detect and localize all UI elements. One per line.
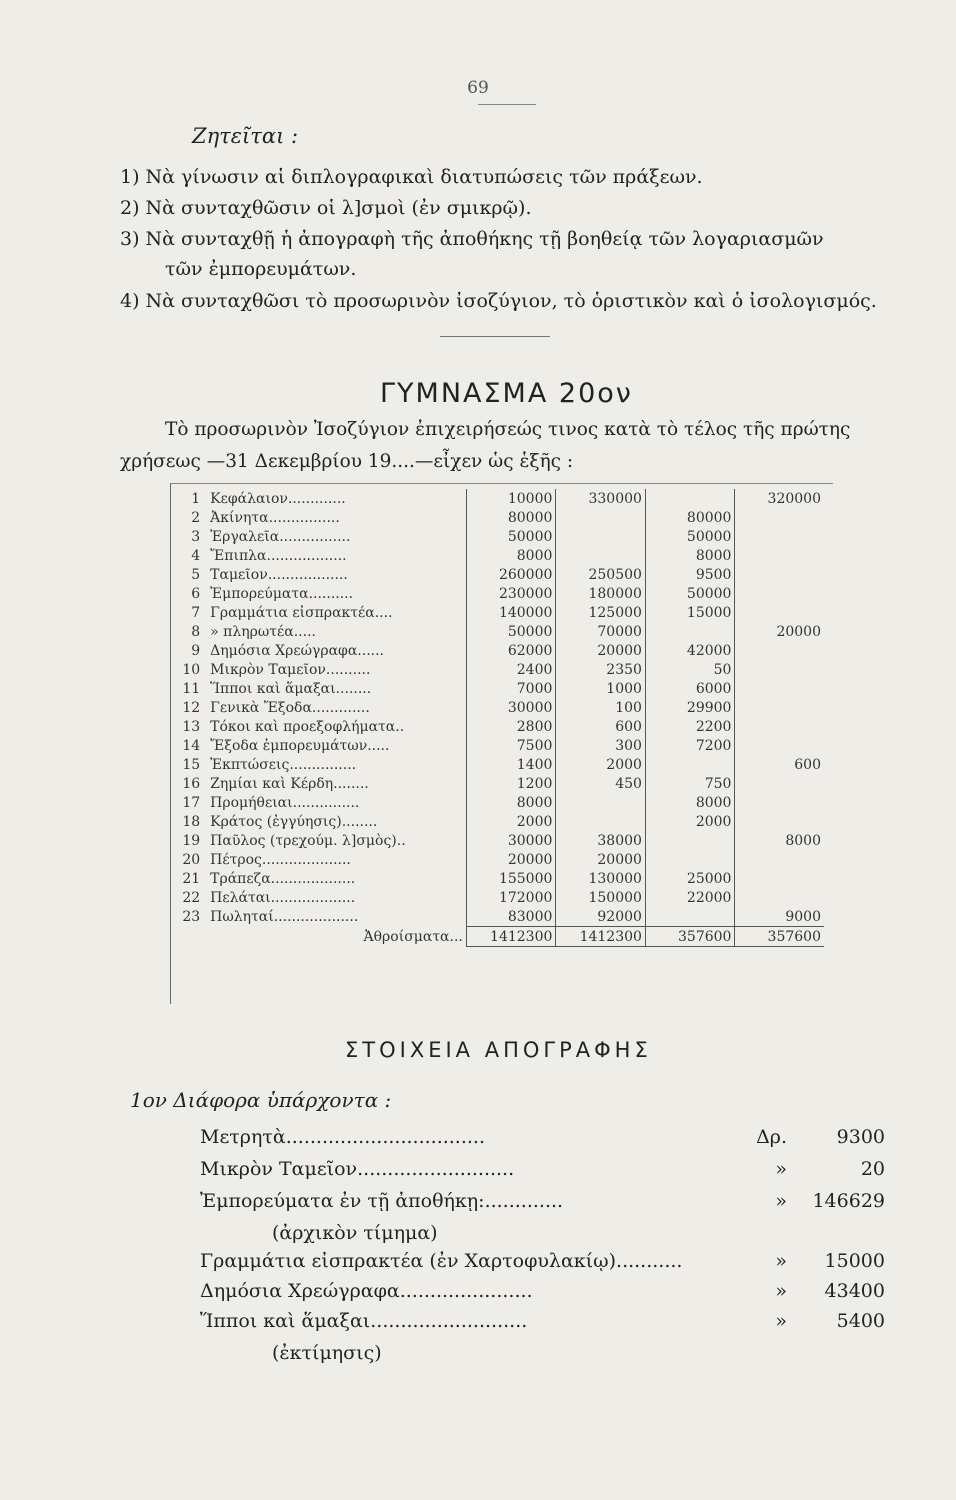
trial-balance-table [174, 489, 824, 947]
total-c2: 1412300 [556, 927, 646, 947]
exercise-intro-line2: χρήσεως —31 Δεκεμβρίου 19....—εἶχεν ὡς ἑξῆς : [120, 451, 574, 472]
amount-c3: 8000 [645, 793, 735, 812]
row-number: 7 [191, 604, 201, 621]
account-name: Ταμεῖον.................. [210, 566, 348, 583]
table-row [174, 850, 824, 869]
account-name: Ἐκπτώσεις............... [210, 756, 357, 773]
row-number: 20 [182, 851, 201, 868]
amount-c1: 8000 [466, 546, 556, 565]
amount-c3: 29900 [645, 698, 735, 717]
account-name: Ἐμπορεύματα.......... [210, 585, 354, 602]
amount-c2: 1000 [556, 679, 646, 698]
exercise-intro-line1: Τὸ προσωρινὸν Ἰσοζύγιον ἐπιχειρήσεώς τινος κατὰ τὸ τέλος τῆς πρώτης [165, 419, 851, 440]
inventory-item-label: (ἀρχικὸν τίμημα) [272, 1222, 438, 1244]
amount-c3: 42000 [645, 641, 735, 660]
amount-c2: 38000 [556, 831, 646, 850]
row-number: 5 [191, 566, 201, 583]
amount-c2: 2000 [556, 755, 646, 774]
table-row [174, 774, 824, 793]
amount-c3 [645, 489, 735, 508]
amount-c4 [735, 850, 824, 869]
inventory-item [200, 1250, 885, 1280]
amount-c4 [735, 793, 824, 812]
amount-c4: 8000 [735, 831, 824, 850]
inventory-title: ΣΤΟΙΧΕΙΑ ΑΠΟΓΡΑΦΗΣ [345, 1038, 652, 1062]
account-name: » πληρωτέα..... [210, 623, 316, 640]
amount-c1: 260000 [466, 565, 556, 584]
account-name: Κράτος (ἐγγύησις)........ [210, 813, 378, 830]
row-number: 10 [182, 661, 201, 678]
amount-c1: 230000 [466, 584, 556, 603]
inventory-item-amount: 5400 [836, 1310, 885, 1332]
table-row [174, 660, 824, 679]
amount-c1: 140000 [466, 603, 556, 622]
table-row [174, 831, 824, 850]
amount-c3: 9500 [645, 565, 735, 584]
inventory-item-amount: 9300 [836, 1126, 885, 1148]
total-c1: 1412300 [466, 927, 556, 947]
amount-c2 [556, 546, 646, 565]
amount-c1: 1200 [466, 774, 556, 793]
amount-c3: 15000 [645, 603, 735, 622]
amount-c4 [735, 774, 824, 793]
amount-c1: 30000 [466, 831, 556, 850]
amount-c3 [645, 622, 735, 641]
account-name: Ζημίαι καὶ Κέρδη........ [210, 775, 369, 792]
inventory-item-currency: » [775, 1190, 787, 1212]
amount-c3: 2200 [645, 717, 735, 736]
table-row [174, 755, 824, 774]
inventory-item [200, 1310, 885, 1340]
table-row [174, 698, 824, 717]
account-name: Τράπεζα................... [210, 870, 356, 887]
amount-c1: 7500 [466, 736, 556, 755]
required-heading: Ζητεῖται : [192, 124, 299, 148]
account-name: Τόκοι καὶ προεξοφλήματα.. [210, 718, 405, 735]
amount-c1: 80000 [466, 508, 556, 527]
page-number-rule [478, 104, 536, 105]
section-divider [440, 336, 550, 337]
amount-c3 [645, 831, 735, 850]
row-number: 23 [182, 908, 201, 925]
trial-balance-body [174, 489, 824, 947]
table-row [174, 793, 824, 812]
table-row [174, 622, 824, 641]
totals-row [174, 927, 824, 947]
row-number: 9 [191, 642, 201, 659]
inventory-item-label: Ἐμπορεύματα ἐν τῇ ἀποθήκῃ:............. [200, 1190, 564, 1212]
table-row [174, 736, 824, 755]
inventory-item-amount: 15000 [824, 1250, 885, 1272]
amount-c3: 750 [645, 774, 735, 793]
total-c4: 357600 [735, 927, 824, 947]
amount-c2: 125000 [556, 603, 646, 622]
table-row [174, 584, 824, 603]
table-row [174, 546, 824, 565]
row-number: 16 [182, 775, 201, 792]
amount-c4 [735, 660, 824, 679]
account-name: Πωληταί................... [210, 908, 359, 925]
inventory-item-label: Δημόσια Χρεώγραφα...................... [200, 1280, 533, 1302]
amount-c1: 50000 [466, 622, 556, 641]
account-name: Ἀκίνητα................ [210, 509, 340, 526]
table-row [174, 869, 824, 888]
amount-c2 [556, 527, 646, 546]
amount-c2: 70000 [556, 622, 646, 641]
amount-c4 [735, 679, 824, 698]
table-row [174, 508, 824, 527]
account-name: Δημόσια Χρεώγραφα...... [210, 642, 385, 659]
inventory-item [200, 1190, 885, 1220]
table-row [174, 812, 824, 831]
amount-c4 [735, 698, 824, 717]
table-row [174, 641, 824, 660]
row-number: 4 [191, 547, 201, 564]
row-number: 18 [182, 813, 201, 830]
amount-c4 [735, 584, 824, 603]
amount-c2: 130000 [556, 869, 646, 888]
inventory-item-label: Μετρητὰ................................. [200, 1126, 486, 1148]
amount-c3: 80000 [645, 508, 735, 527]
amount-c3: 25000 [645, 869, 735, 888]
required-item-3: 3) Νὰ συνταχθῇ ἡ ἀπογραφὴ τῆς ἀποθήκης τῇ βοηθείᾳ τῶν λογαριασμῶν [120, 228, 824, 250]
inventory-section-heading: 1ον Διάφορα ὑπάρχοντα : [130, 1088, 392, 1112]
amount-c2 [556, 793, 646, 812]
table-row [174, 603, 824, 622]
amount-c1: 155000 [466, 869, 556, 888]
table-row [174, 489, 824, 508]
amount-c4 [735, 736, 824, 755]
amount-c1: 62000 [466, 641, 556, 660]
amount-c3: 50 [645, 660, 735, 679]
row-number: 15 [182, 756, 201, 773]
account-name: Πελάται................... [210, 889, 356, 906]
totals-spacer [174, 927, 207, 947]
amount-c2: 250500 [556, 565, 646, 584]
amount-c4: 20000 [735, 622, 824, 641]
amount-c2 [556, 508, 646, 527]
account-name: Ἔπιπλα.................. [210, 547, 347, 564]
amount-c4 [735, 527, 824, 546]
inventory-item-amount: 43400 [824, 1280, 885, 1302]
required-item-3-cont: τῶν ἐμπορευμάτων. [165, 258, 357, 280]
inventory-item [200, 1158, 885, 1188]
table-row [174, 888, 824, 907]
amount-c1: 1400 [466, 755, 556, 774]
required-item-2: 2) Νὰ συνταχθῶσιν οἱ λ]σμοὶ (ἐν σμικρῷ). [120, 197, 532, 219]
amount-c4 [735, 869, 824, 888]
account-name: Ἵπποι καὶ ἅμαξαι........ [210, 680, 372, 697]
row-number: 14 [182, 737, 201, 754]
row-number: 13 [182, 718, 201, 735]
amount-c2: 100 [556, 698, 646, 717]
amount-c3 [645, 755, 735, 774]
table-row [174, 565, 824, 584]
inventory-item-label: Γραμμάτια εἰσπρακτέα (ἐν Χαρτοφυλακίῳ)........... [200, 1250, 683, 1272]
amount-c3 [645, 850, 735, 869]
amount-c1: 20000 [466, 850, 556, 869]
amount-c2: 600 [556, 717, 646, 736]
inventory-item-currency: Δρ. [756, 1126, 787, 1148]
inventory-item [200, 1280, 885, 1310]
amount-c2: 92000 [556, 907, 646, 927]
amount-c1: 50000 [466, 527, 556, 546]
amount-c2: 450 [556, 774, 646, 793]
inventory-item-label: Μικρὸν Ταμεῖον.......................... [200, 1158, 515, 1180]
amount-c4 [735, 565, 824, 584]
amount-c1: 2800 [466, 717, 556, 736]
amount-c1: 7000 [466, 679, 556, 698]
amount-c4 [735, 717, 824, 736]
row-number: 12 [182, 699, 201, 716]
row-number: 8 [191, 623, 201, 640]
amount-c4 [735, 812, 824, 831]
amount-c1: 172000 [466, 888, 556, 907]
amount-c2: 20000 [556, 850, 646, 869]
exercise-title: ΓΥΜΝΑΣΜΑ 20ον [380, 378, 633, 409]
required-item-4: 4) Νὰ συνταχθῶσι τὸ προσωρινὸν ἰσοζύγιον, τὸ ὁριστικὸν καὶ ὁ ἰσολογισμός. [120, 290, 877, 312]
inventory-item-currency: » [775, 1310, 787, 1332]
table-row [174, 907, 824, 927]
amount-c4: 9000 [735, 907, 824, 927]
account-name: Γραμμάτια εἰσπρακτέα.... [210, 604, 393, 621]
amount-c2: 2350 [556, 660, 646, 679]
row-number: 11 [182, 680, 201, 697]
amount-c2: 330000 [556, 489, 646, 508]
amount-c3: 22000 [645, 888, 735, 907]
amount-c4 [735, 603, 824, 622]
inventory-item-currency: » [775, 1280, 787, 1302]
required-item-1: 1) Νὰ γίνωσιν αἱ διπλογραφικαὶ διατυπώσεις τῶν πράξεων. [120, 166, 703, 188]
inventory-item-currency: » [775, 1250, 787, 1272]
inventory-item-amount: 20 [860, 1158, 885, 1180]
amount-c1: 8000 [466, 793, 556, 812]
amount-c3: 6000 [645, 679, 735, 698]
amount-c2: 180000 [556, 584, 646, 603]
amount-c1: 2400 [466, 660, 556, 679]
inventory-item-label: (ἐκτίμησις) [272, 1342, 382, 1364]
account-name: Προμήθειαι............... [210, 794, 360, 811]
account-name: Ἐργαλεῖα................ [210, 528, 351, 545]
amount-c4 [735, 888, 824, 907]
account-name: Ἔξοδα ἐμπορευμάτων..... [210, 737, 390, 754]
table-row [174, 717, 824, 736]
amount-c3: 7200 [645, 736, 735, 755]
inventory-item [272, 1342, 956, 1372]
total-c3: 357600 [645, 927, 735, 947]
row-number: 3 [191, 528, 201, 545]
inventory-item-amount: 146629 [812, 1190, 885, 1212]
amount-c2: 300 [556, 736, 646, 755]
amount-c3 [645, 907, 735, 927]
amount-c3: 50000 [645, 527, 735, 546]
amount-c4 [735, 641, 824, 660]
row-number: 1 [191, 490, 201, 507]
table-row [174, 679, 824, 698]
inventory-item [272, 1222, 956, 1252]
amount-c4 [735, 546, 824, 565]
amount-c3: 8000 [645, 546, 735, 565]
inventory-item-currency: » [775, 1158, 787, 1180]
account-name: Κεφάλαιον............. [210, 490, 346, 507]
amount-c1: 10000 [466, 489, 556, 508]
amount-c4: 320000 [735, 489, 824, 508]
totals-label: Ἀθροίσματα... [363, 928, 463, 945]
row-number: 21 [182, 870, 201, 887]
amount-c4 [735, 508, 824, 527]
account-name: Γενικὰ Ἔξοδα............. [210, 699, 370, 716]
amount-c3: 50000 [645, 584, 735, 603]
account-name: Πέτρος.................... [210, 851, 351, 868]
row-number: 6 [191, 585, 201, 602]
amount-c2: 20000 [556, 641, 646, 660]
row-number: 2 [191, 509, 201, 526]
row-number: 19 [182, 832, 201, 849]
account-name: Μικρὸν Ταμεῖον.......... [210, 661, 371, 678]
inventory-item [200, 1126, 885, 1156]
amount-c4: 600 [735, 755, 824, 774]
amount-c3: 2000 [645, 812, 735, 831]
amount-c1: 83000 [466, 907, 556, 927]
row-number: 17 [182, 794, 201, 811]
amount-c1: 2000 [466, 812, 556, 831]
amount-c1: 30000 [466, 698, 556, 717]
page-number: 69 [467, 78, 489, 98]
account-name: Παῦλος (τρεχούμ. λ]σμὸς).. [210, 832, 406, 849]
row-number: 22 [182, 889, 201, 906]
amount-c2: 150000 [556, 888, 646, 907]
amount-c2 [556, 812, 646, 831]
table-row [174, 527, 824, 546]
inventory-item-label: Ἵπποι καὶ ἅμαξαι.......................... [200, 1310, 528, 1332]
